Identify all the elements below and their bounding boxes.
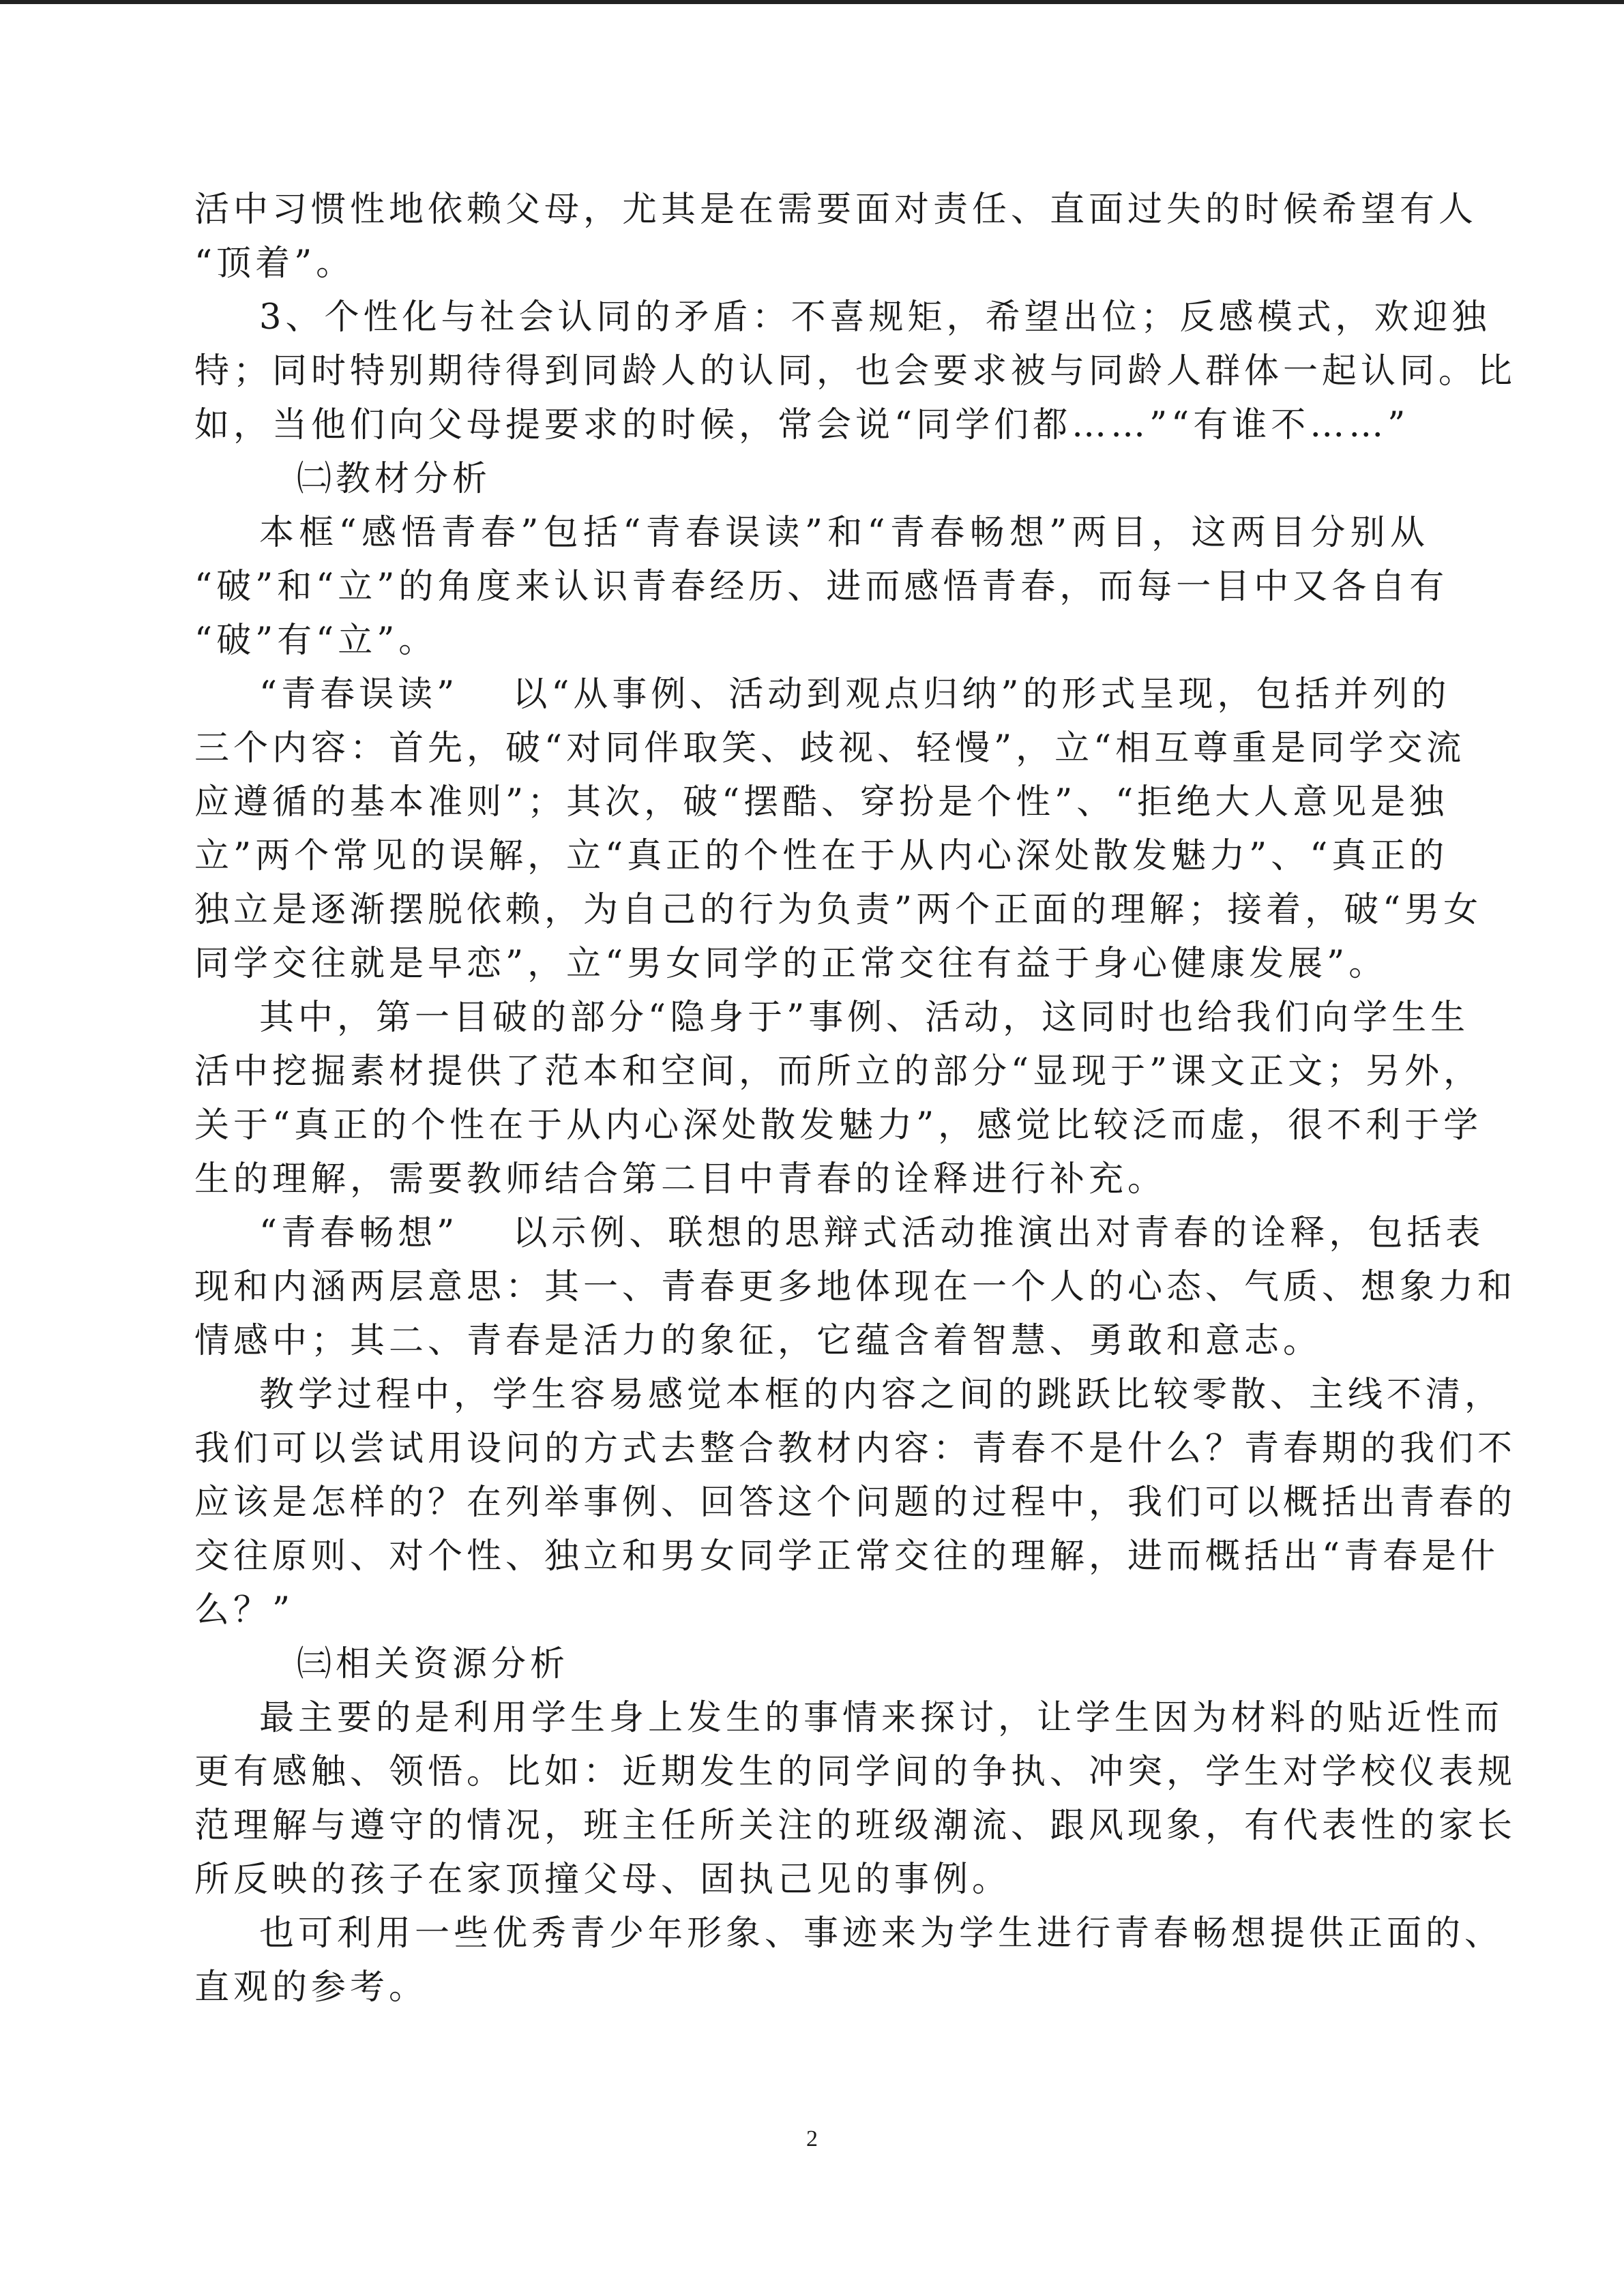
paragraph-line: 特；同时特别期待得到同龄人的认同，也会要求被与同龄人群体一起认同。比 <box>194 351 1517 391</box>
paragraph-line: “破”和“立”的角度来认识青春经历、进而感悟青春，而每一目中又各自有 <box>194 567 1449 607</box>
paragraph-line: 活中挖掘素材提供了范本和空间，而所立的部分“显现于”课文正文；另外， <box>194 1052 1483 1092</box>
paragraph-line: 更有感触、领悟。比如：近期发生的同学间的争执、冲突，学生对学校仪表规 <box>194 1752 1517 1792</box>
paragraph-line: “青春误读” 以“从事例、活动到观点归纳”的形式呈现，包括并列的 <box>259 674 1451 715</box>
paragraph-line: 么？” <box>194 1590 295 1630</box>
page-number: 2 <box>806 2126 818 2151</box>
paragraph-line: 3、个性化与社会认同的矛盾：不喜规矩，希望出位；反感模式，欢迎独 <box>259 297 1491 338</box>
paragraph-line: 最主要的是利用学生身上发生的事情来探讨，让学生因为材料的贴近性而 <box>259 1698 1504 1738</box>
section-heading: ㈢相关资源分析 <box>297 1644 570 1684</box>
paragraph-line: 生的理解，需要教师结合第二目中青春的诠释进行补充。 <box>194 1159 1167 1199</box>
paragraph-line: “顶着”。 <box>194 243 355 284</box>
paragraph-line: 直观的参考。 <box>194 1967 428 2008</box>
paragraph-line: 所反映的孩子在家顶撞父母、固执己见的事例。 <box>194 1860 1012 1900</box>
paragraph-line: 范理解与遵守的情况，班主任所关注的班级潮流、跟风现象，有代表性的家长 <box>194 1806 1517 1846</box>
paragraph-line: “青春畅想” 以示例、联想的思辩式活动推演出对青春的诠释，包括表 <box>259 1213 1485 1253</box>
paragraph-line: 教学过程中，学生容易感觉本框的内容之间的跳跃比较零散、主线不清， <box>259 1375 1504 1415</box>
paragraph-line: 应该是怎样的？在列举事例、回答这个问题的过程中，我们可以概括出青春的 <box>194 1482 1517 1523</box>
paragraph-line: 独立是逐渐摆脱依赖，为自己的行为负责”两个正面的理解；接着，破“男女 <box>194 890 1483 930</box>
document-body <box>194 183 1517 2014</box>
paragraph-line: 三个内容：首先，破“对同伴取笑、歧视、轻慢”，立“相互尊重是同学交流 <box>194 728 1466 769</box>
paragraph-line: 活中习惯性地依赖父母，尤其是在需要面对责任、直面过失的时候希望有人 <box>194 190 1478 230</box>
paragraph-line: 其中，第一目破的部分“隐身于”事例、活动，这同时也给我们向学生生 <box>259 998 1470 1038</box>
paragraph-line: 也可利用一些优秀青少年形象、事迹来为学生进行青春畅想提供正面的、 <box>259 1913 1504 1954</box>
paragraph-line: 立”两个常见的误解，立“真正的个性在于从内心深处散发魅力”、“真正的 <box>194 836 1449 876</box>
top-border-line <box>0 0 1624 4</box>
paragraph-line: 关于“真正的个性在于从内心深处散发魅力”，感觉比较泛而虚，很不利于学 <box>194 1105 1483 1146</box>
paragraph-line: 现和内涵两层意思：其一、青春更多地体现在一个人的心态、气质、想象力和 <box>194 1267 1517 1307</box>
paragraph-line: 本框“感悟青春”包括“青春误读”和“青春畅想”两目，这两目分别从 <box>259 513 1429 553</box>
paragraph-line: 情感中；其二、青春是活力的象征，它蕴含着智慧、勇敢和意志。 <box>194 1321 1323 1361</box>
section-heading: ㈡教材分析 <box>297 459 492 499</box>
paragraph-line: 应遵循的基本准则”；其次，破“摆酷、穿扮是个性”、“拒绝大人意见是独 <box>194 782 1449 822</box>
paragraph-line: 交往原则、对个性、独立和男女同学正常交往的理解，进而概括出“青春是什 <box>194 1536 1500 1577</box>
paragraph-line: 我们可以尝试用设问的方式去整合教材内容：青春不是什么？青春期的我们不 <box>194 1429 1517 1469</box>
paragraph-line: 同学交往就是早恋”，立“男女同学的正常交往有益于身心健康发展”。 <box>194 944 1388 984</box>
paragraph-line: “破”有“立”。 <box>194 621 438 661</box>
paragraph-line: 如，当他们向父母提要求的时候，常会说“同学们都……”“有谁不……” <box>194 405 1410 445</box>
